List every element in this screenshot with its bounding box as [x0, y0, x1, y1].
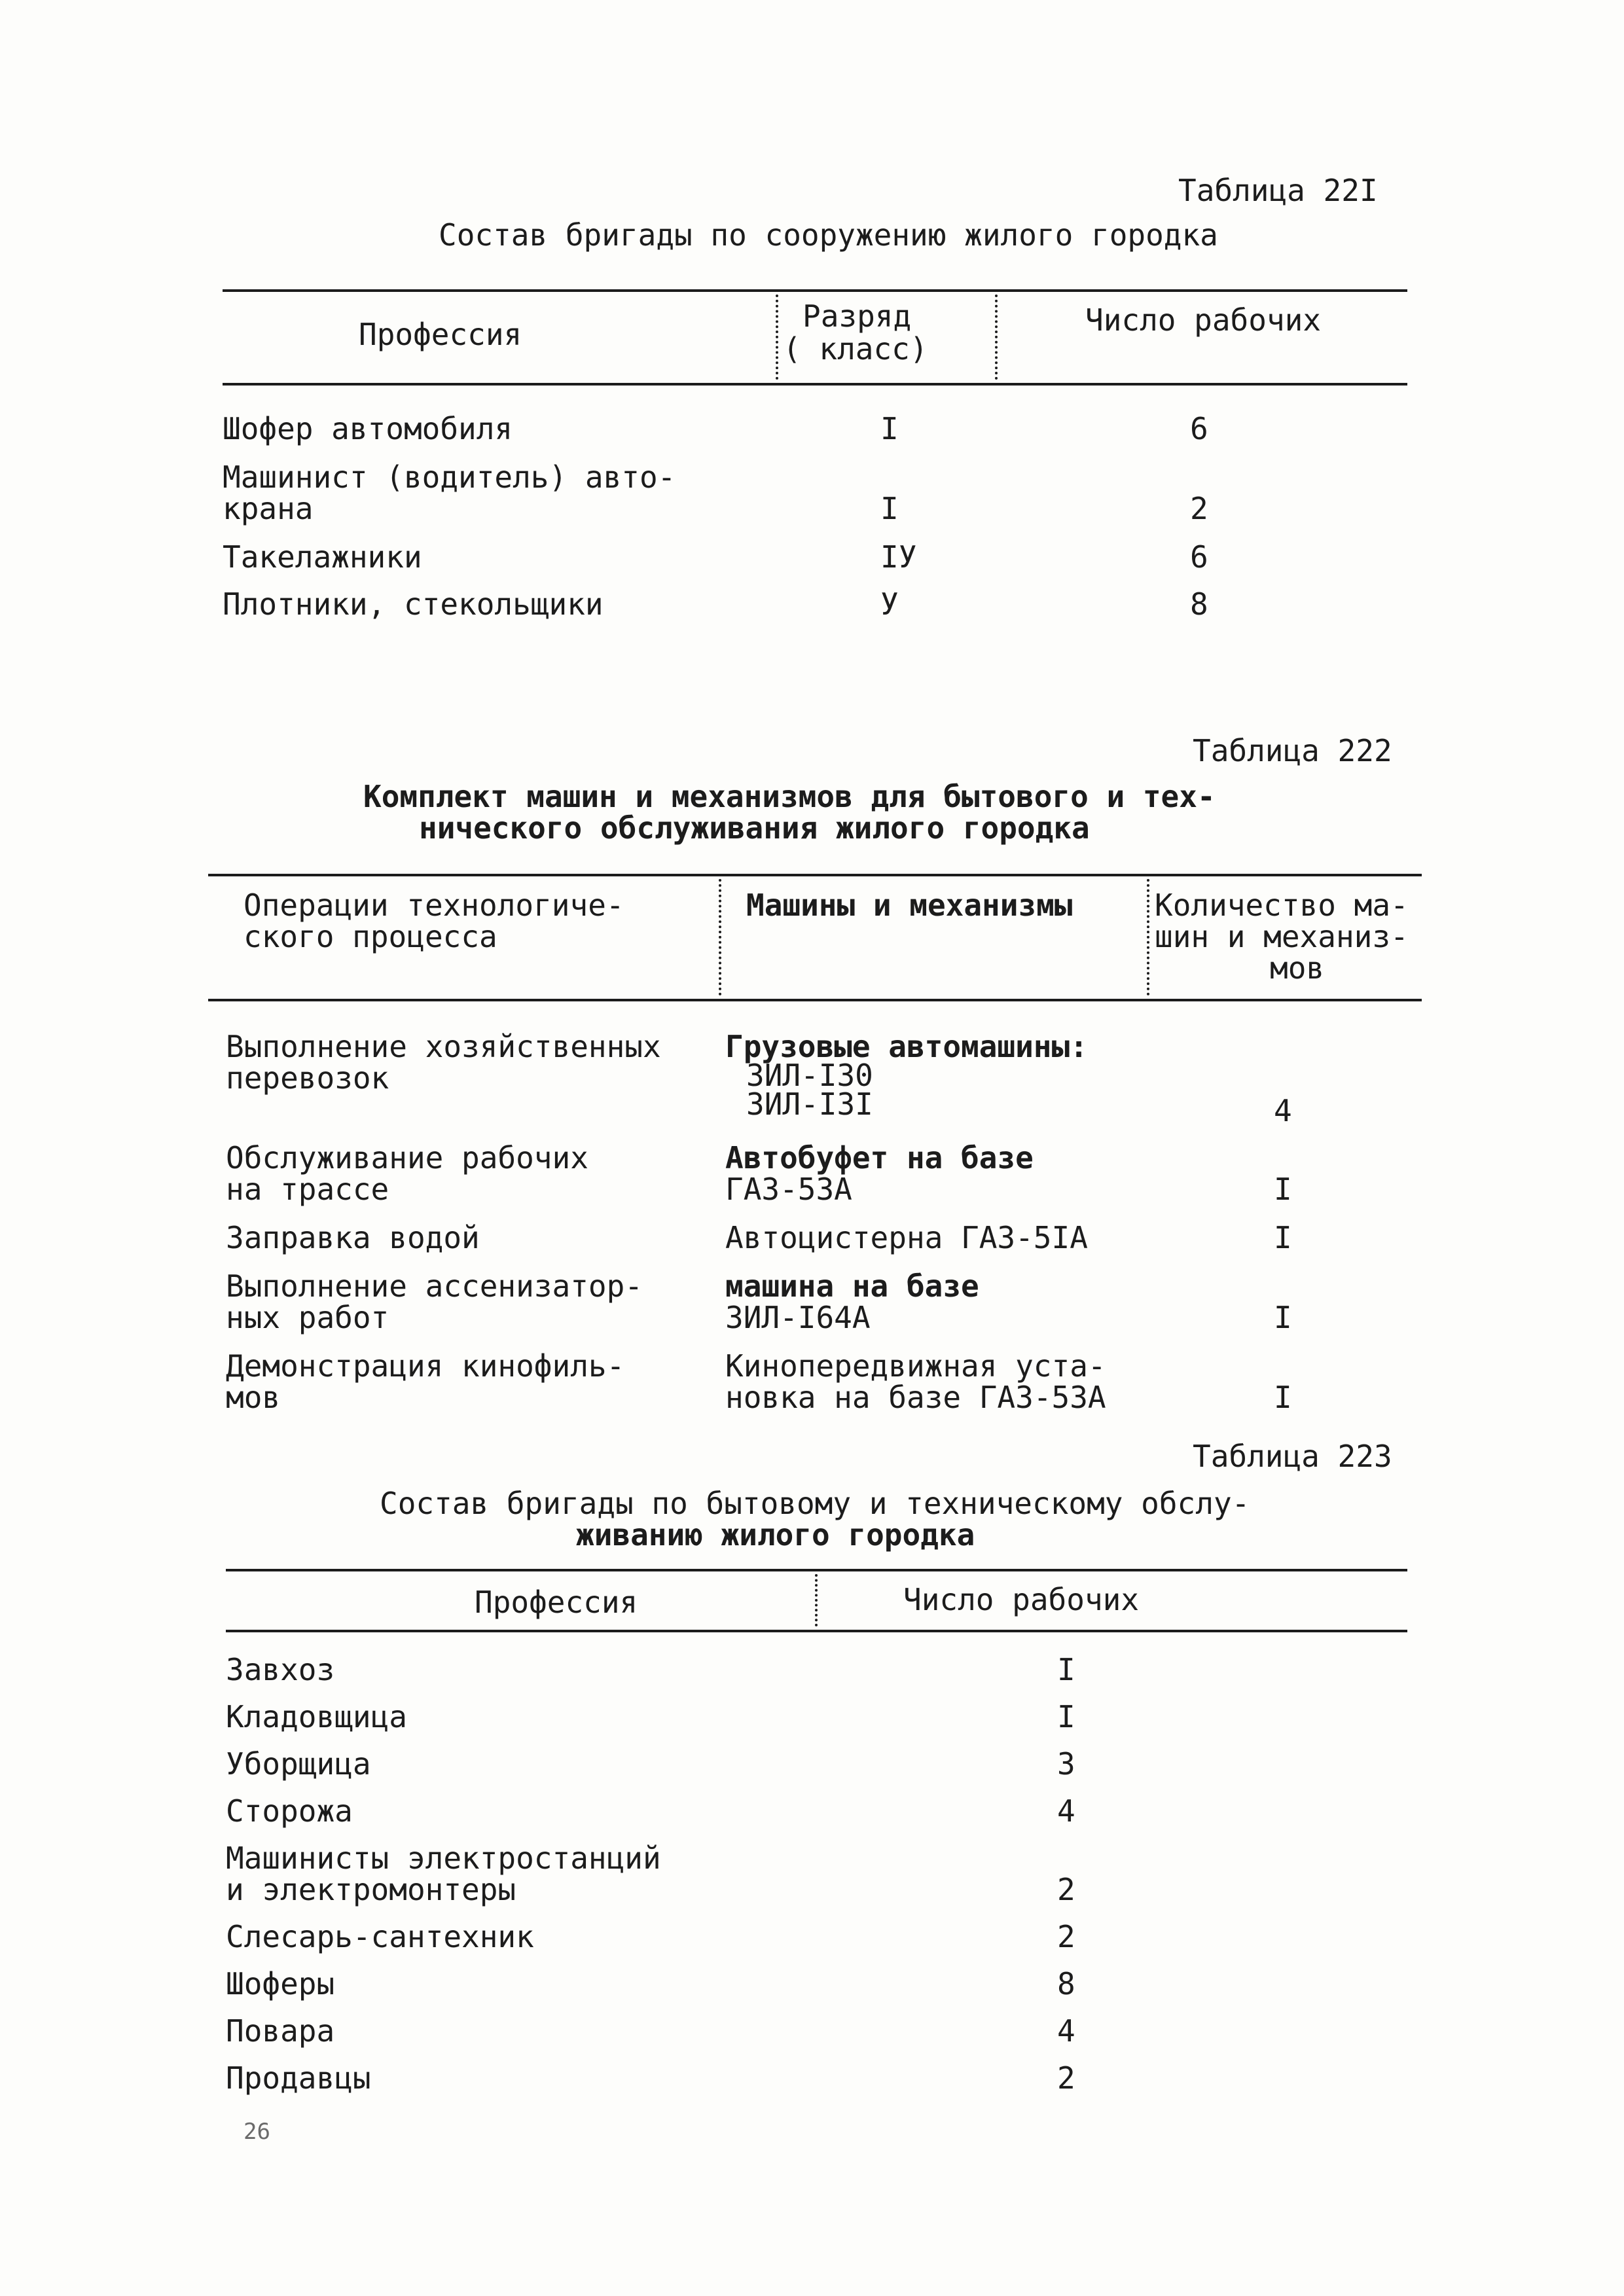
table-221-row-3-count: 6	[1190, 539, 1208, 575]
table-223-col-divider	[815, 1574, 818, 1626]
table-221-row-3-profession: Такелажники	[223, 539, 422, 575]
table-223-row-8-count: 4	[1057, 2013, 1075, 2049]
table-223-row-1-count: I	[1057, 1652, 1075, 1687]
table-223-row-3-profession: Уборщица	[226, 1746, 371, 1782]
table-222-row-5-qty: I	[1274, 1380, 1292, 1415]
table-222-row-5-machine: Кинопередвижная уста-	[725, 1348, 1106, 1384]
table-222-header-qty-end: мов	[1270, 950, 1325, 986]
table-222-header-rule	[208, 999, 1422, 1001]
table-221-row-1-profession: Шофер автомобиля	[223, 411, 513, 446]
table-222-row-2-machine: Автобуфет на базе	[725, 1140, 1034, 1175]
table-221-title: Состав бригады по сооружению жилого городка	[439, 217, 1218, 253]
table-221-row-3-grade: IУ	[880, 539, 917, 575]
table-221-row-2-profession-cont: крана	[223, 491, 314, 526]
table-223-row-6-profession: Слесарь-сантехник	[226, 1919, 534, 1954]
table-222-row-2-machine-cont: ГАЗ-53А	[725, 1172, 852, 1207]
table-223-row-7-count: 8	[1057, 1966, 1075, 2001]
table-222-header-operations-cont: ского процесса	[244, 919, 497, 954]
table-221-header-profession: Профессия	[359, 317, 522, 352]
table-223-top-rule	[226, 1569, 1407, 1571]
table-223-row-7-profession: Шоферы	[226, 1966, 335, 2001]
table-223-header-count: Число рабочих	[903, 1582, 1140, 1617]
table-222-col-divider-1	[719, 879, 721, 996]
table-222-row-4-machine: машина на базе	[725, 1268, 979, 1304]
table-221-header-count: Число рабочих	[1085, 302, 1322, 338]
table-222-row-5-operation-cont: мов	[226, 1380, 281, 1415]
table-222-row-5-operation: Демонстрация кинофиль-	[226, 1348, 625, 1384]
table-221-row-1-grade: I	[880, 411, 899, 446]
table-222-header-qty-cont: шин и механиз-	[1155, 919, 1409, 954]
table-223-header-profession: Профессия	[475, 1585, 638, 1620]
table-222-row-3-qty: I	[1274, 1220, 1292, 1255]
table-222-row-1-operation: Выполнение хозяйственных	[226, 1029, 661, 1064]
table-223-row-5-profession: Машинисты электростанций	[226, 1840, 661, 1876]
table-222-header-qty: Количество ма-	[1155, 888, 1409, 923]
table-223-row-1-profession: Завхоз	[226, 1652, 335, 1687]
table-223-row-5-profession-cont: и электромонтеры	[226, 1872, 516, 1907]
table-223-title: Состав бригады по бытовому и техническому обслу-	[380, 1486, 1250, 1521]
table-222-row-1-machine: Грузовые автомашины:	[725, 1029, 1088, 1064]
table-221-header-grade-class: ( класс)	[783, 331, 928, 367]
table-222-top-rule	[208, 874, 1422, 876]
table-221-number: Таблица 22I	[1178, 173, 1378, 208]
table-221-row-4-profession: Плотники, стекольщики	[223, 586, 604, 622]
page-number: 26	[244, 2119, 270, 2145]
table-223-row-3-count: 3	[1057, 1746, 1075, 1782]
table-222-row-4-machine-cont: ЗИЛ-I64А	[725, 1300, 871, 1335]
table-223-row-2-profession: Кладовщица	[226, 1699, 407, 1734]
table-221-col-divider-1	[776, 295, 778, 380]
table-221-top-rule	[223, 289, 1407, 292]
table-223-row-4-count: 4	[1057, 1793, 1075, 1829]
table-222-col-divider-2	[1147, 879, 1149, 996]
table-221-row-2-grade: I	[880, 491, 899, 526]
table-222-row-2-qty: I	[1274, 1172, 1292, 1207]
table-223-row-9-profession: Продавцы	[226, 2060, 371, 2096]
table-222-row-1-machine-model-2: ЗИЛ-I3I	[746, 1086, 873, 1122]
table-222-row-1-qty: 4	[1274, 1093, 1292, 1128]
table-221-header-rule	[223, 383, 1407, 386]
table-223-row-9-count: 2	[1057, 2060, 1075, 2096]
table-222-row-3-operation: Заправка водой	[226, 1220, 480, 1255]
table-221-row-1-count: 6	[1190, 411, 1208, 446]
table-222-row-1-machine-model-1: ЗИЛ-I30	[746, 1058, 873, 1093]
table-223-row-8-profession: Повара	[226, 2013, 335, 2049]
table-222-row-5-machine-cont: новка на базе ГАЗ-53А	[725, 1380, 1106, 1415]
table-222-row-4-qty: I	[1274, 1300, 1292, 1335]
table-223-row-2-count: I	[1057, 1699, 1075, 1734]
table-222-title: Комплект машин и механизмов для бытового и тех-	[363, 779, 1216, 814]
table-223-header-rule	[226, 1630, 1407, 1632]
table-222-header-operations: Операции технологиче-	[244, 888, 624, 923]
table-222-row-4-operation: Выполнение ассенизатор-	[226, 1268, 643, 1304]
table-221-col-divider-2	[995, 295, 998, 380]
table-223-title-cont: живанию жилого городка	[576, 1517, 975, 1552]
table-221-header-grade: Разряд	[803, 298, 912, 334]
table-222-row-2-operation-cont: на трассе	[226, 1172, 389, 1207]
table-222-row-4-operation-cont: ных работ	[226, 1300, 389, 1335]
table-222-number: Таблица 222	[1193, 733, 1392, 768]
table-222-title-cont: нического обслуживания жилого городка	[419, 810, 1090, 846]
table-221-row-2-count: 2	[1190, 491, 1208, 526]
table-222-row-3-machine: Автоцистерна ГАЗ-5IА	[725, 1220, 1088, 1255]
table-222-header-machines: Машины и механизмы	[746, 888, 1073, 923]
table-221-row-4-count: 8	[1190, 586, 1208, 622]
table-223-row-6-count: 2	[1057, 1919, 1075, 1954]
table-221-row-2-profession: Машинист (водитель) авто-	[223, 459, 676, 495]
table-222-row-2-operation: Обслуживание рабочих	[226, 1140, 588, 1175]
table-221-row-4-grade: У	[880, 586, 899, 622]
table-223-row-4-profession: Сторожа	[226, 1793, 353, 1829]
table-223-row-5-count: 2	[1057, 1872, 1075, 1907]
table-222-row-1-operation-cont: перевозок	[226, 1060, 389, 1096]
table-223-number: Таблица 223	[1193, 1439, 1392, 1474]
